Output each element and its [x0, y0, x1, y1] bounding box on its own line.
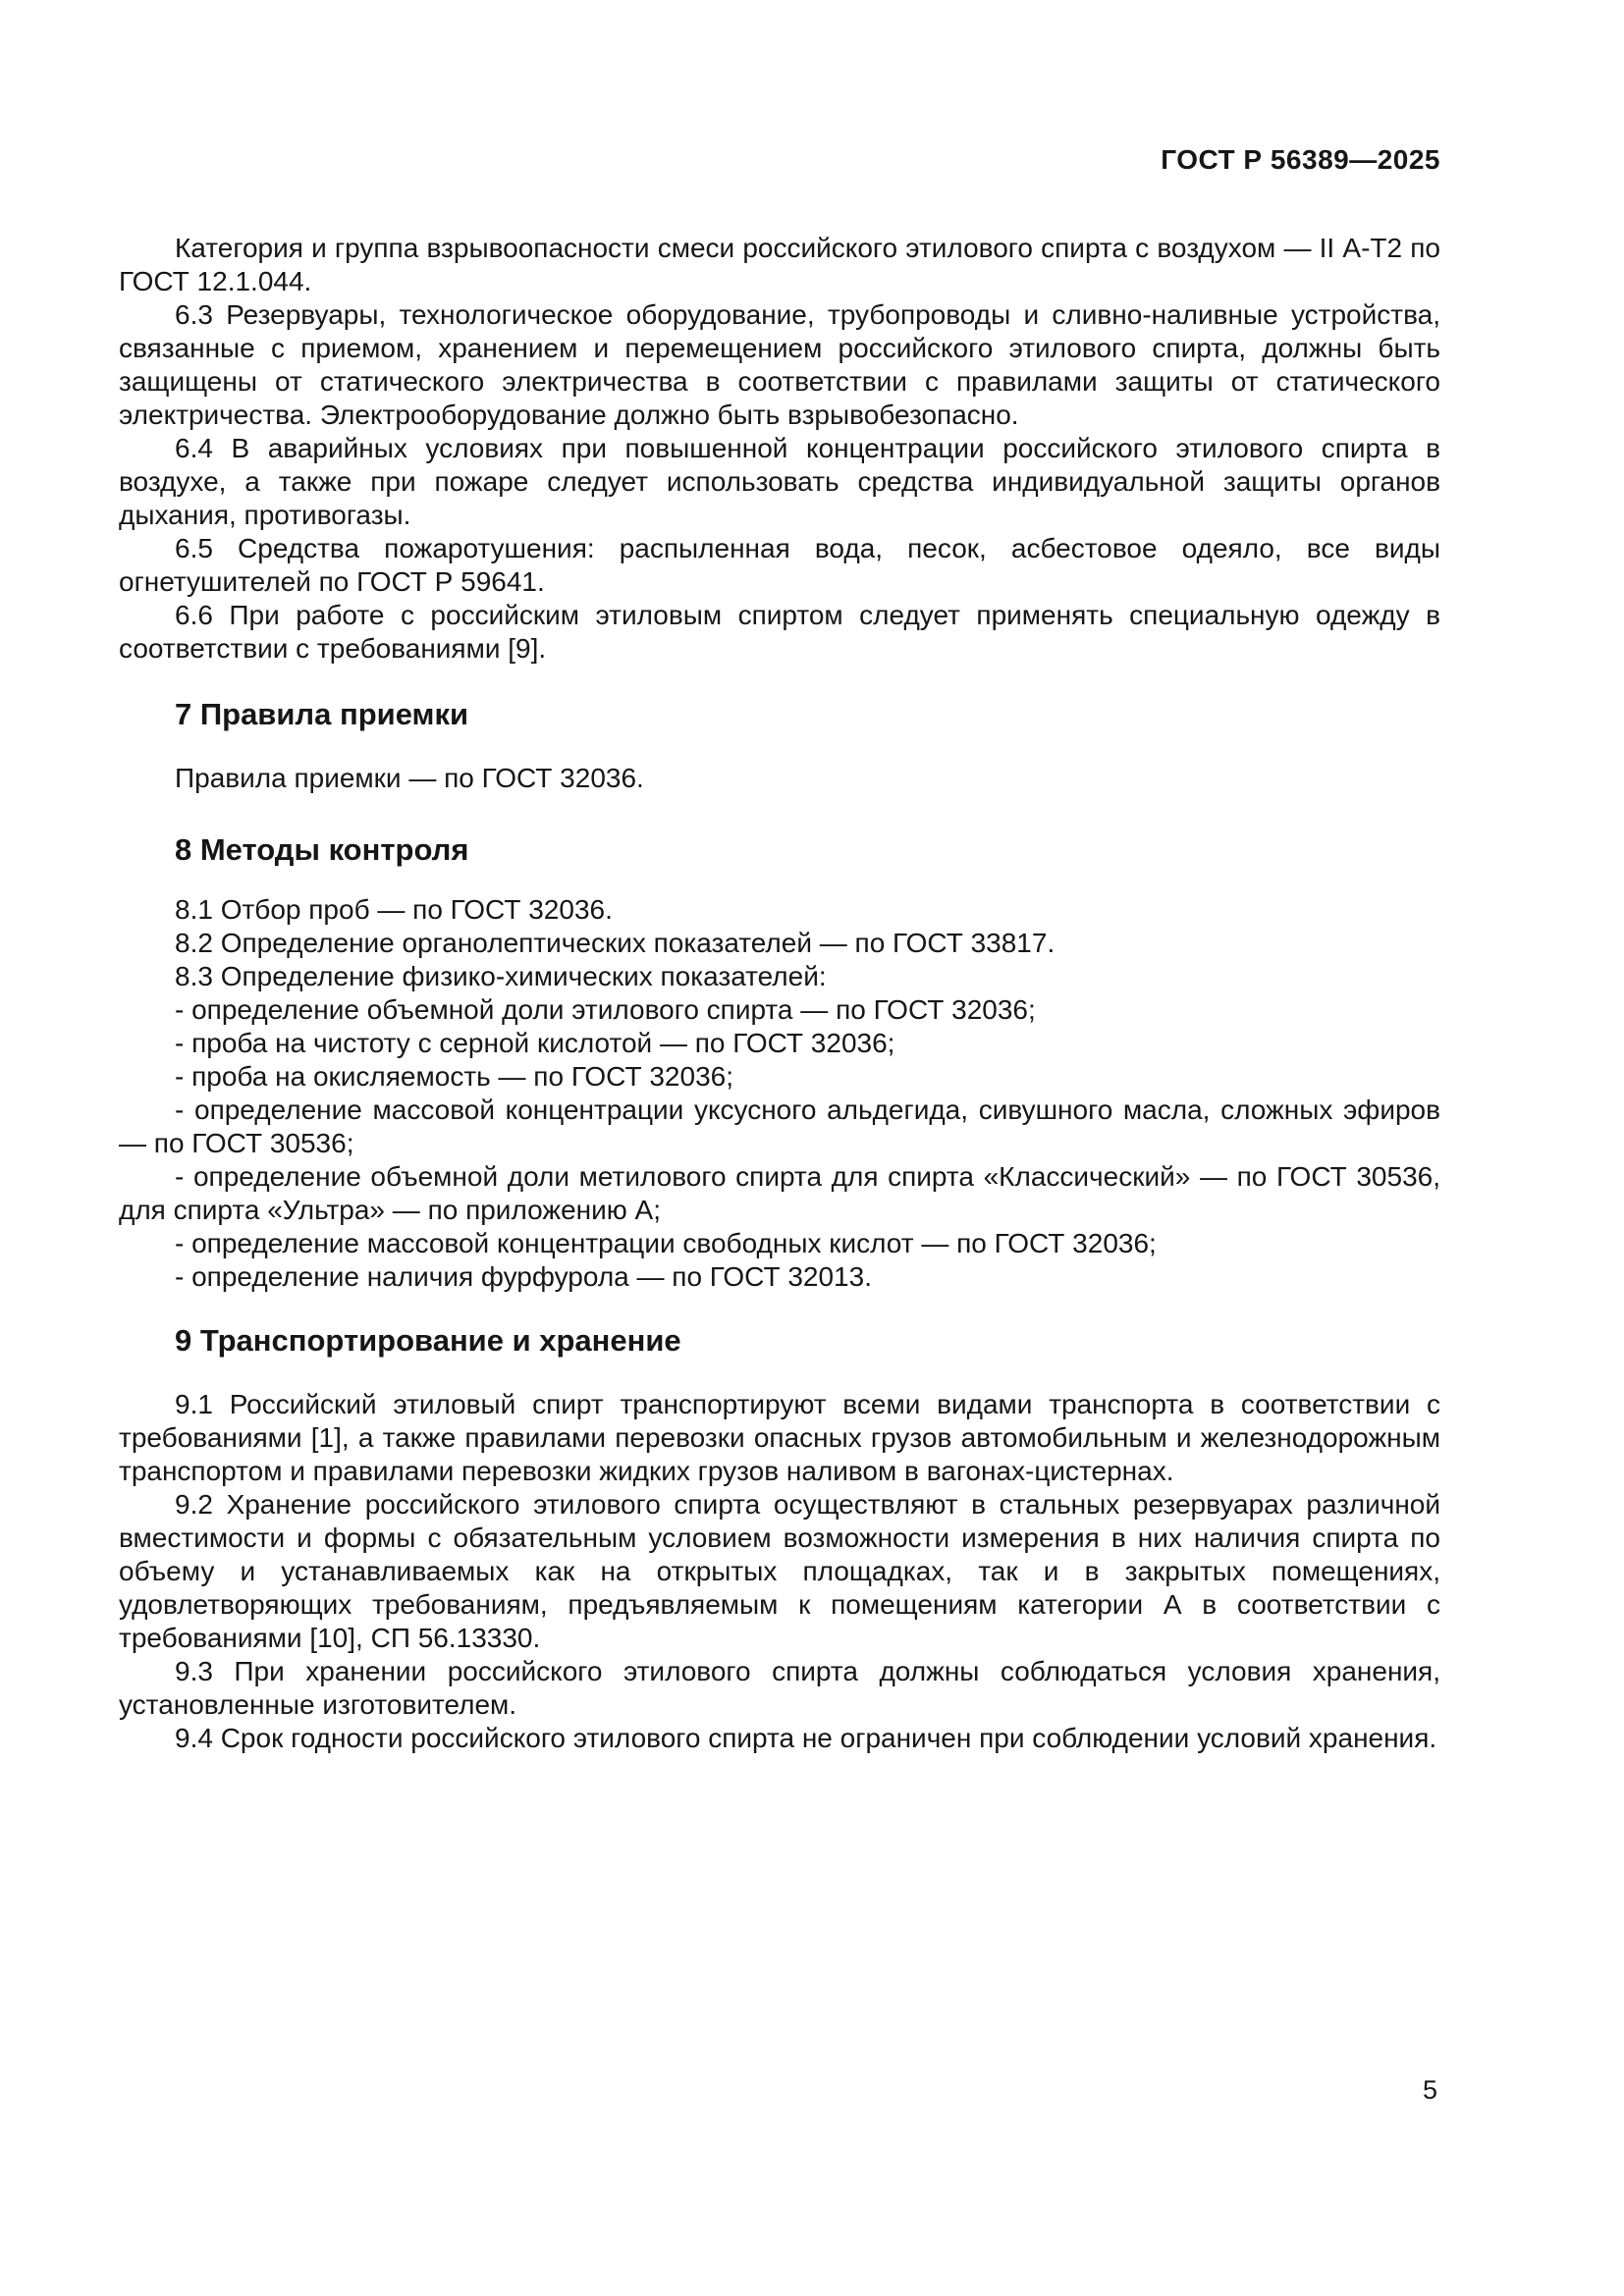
paragraph-6-3: 6.3 Резервуары, технологическое оборудование, трубопроводы и сливно-наливные устройства, связанные с приемом, хранением и перемещением российского этилового спирта, должны быть защищены от статического электричества в соответствии с правилами защиты от статического электричества. Электрооборудование должно быть взрывобезопасно.: [119, 299, 1440, 430]
paragraph-8-2: 8.2 Определение органолептических показателей — по ГОСТ 33817.: [175, 928, 1056, 958]
text-block: [119, 0, 1440, 1755]
section-9-heading: 9 Транспортирование и хранение: [175, 1323, 681, 1358]
paragraph-intro: Категория и группа взрывоопасности смеси российского этилового спирта с воздухом — II А-Т2 по ГОСТ 12.1.044.: [119, 233, 1440, 296]
paragraph-9-4: 9.4 Срок годности российского этилового спирта не ограничен при соблюдении условий хранения.: [175, 1723, 1437, 1753]
paragraph-8-3: 8.3 Определение физико-химических показателей:: [175, 961, 827, 991]
paragraph-7-body: Правила приемки — по ГОСТ 32036.: [175, 763, 644, 793]
list-item-ethyl-volume: - определение объемной доли этилового спирта — по ГОСТ 32036;: [175, 994, 1036, 1025]
document-designation: ГОСТ Р 56389—2025: [1161, 144, 1440, 175]
paragraph-8-1: 8.1 Отбор проб — по ГОСТ 32036.: [175, 894, 613, 925]
section-8-heading: 8 Методы контроля: [175, 832, 469, 867]
paragraph-6-4: 6.4 В аварийных условиях при повышенной концентрации российского этилового спирта в воздухе, а также при пожаре следует использовать средства индивидуальной защиты органов дыхания, противогазы.: [119, 433, 1440, 530]
paragraph-9-2: 9.2 Хранение российского этилового спирта осуществляют в стальных резервуарах различной вместимости и формы с обязательным условием возможности измерения в них наличия спирта по объему и устанавливаемых как на открытых площадках, так и в закрытых помещениях, удовлетворяющих требованиям, предъявляемым к помещениям категории А в соответствии с требованиями [10], СП 56.13330.: [119, 1489, 1440, 1653]
paragraph-6-5: 6.5 Средства пожаротушения: распыленная вода, песок, асбестовое одеяло, все виды огнетушителей по ГОСТ Р 59641.: [119, 533, 1440, 597]
list-item-methyl-volume: - определение объемной доли метилового спирта для спирта «Классический» — по ГОСТ 30536, для спирта «Ультра» — по приложению А;: [119, 1161, 1440, 1225]
paragraph-9-1: 9.1 Российский этиловый спирт транспортируют всеми видами транспорта в соответствии с требованиями [1], а также правилами перевозки опасных грузов автомобильным и железнодорожным транспортом и правилами перевозки жидких грузов наливом в вагонах-цистернах.: [119, 1389, 1440, 1486]
list-item-furfurol: - определение наличия фурфурола — по ГОСТ 32013.: [175, 1261, 872, 1292]
list-item-free-acids: - определение массовой концентрации свободных кислот — по ГОСТ 32036;: [175, 1228, 1157, 1258]
list-item-sulfuric-purity: - проба на чистоту с серной кислотой — по ГОСТ 32036;: [175, 1028, 895, 1058]
page-number: 5: [1422, 2075, 1437, 2105]
list-item-oxidability: - проба на окисляемость — по ГОСТ 32036;: [175, 1061, 733, 1092]
paragraph-9-3: 9.3 При хранении российского этилового спирта должны соблюдаться условия хранения, установленные изготовителем.: [119, 1656, 1440, 1720]
section-7-heading: 7 Правила приемки: [175, 697, 469, 731]
paragraph-6-6: 6.6 При работе с российским этиловым спиртом следует применять специальную одежду в соответствии с требованиями [9].: [119, 600, 1440, 664]
list-item-aldehyde-concentration: - определение массовой концентрации уксусного альдегида, сивушного масла, сложных эфиров — по ГОСТ 30536;: [119, 1095, 1440, 1158]
